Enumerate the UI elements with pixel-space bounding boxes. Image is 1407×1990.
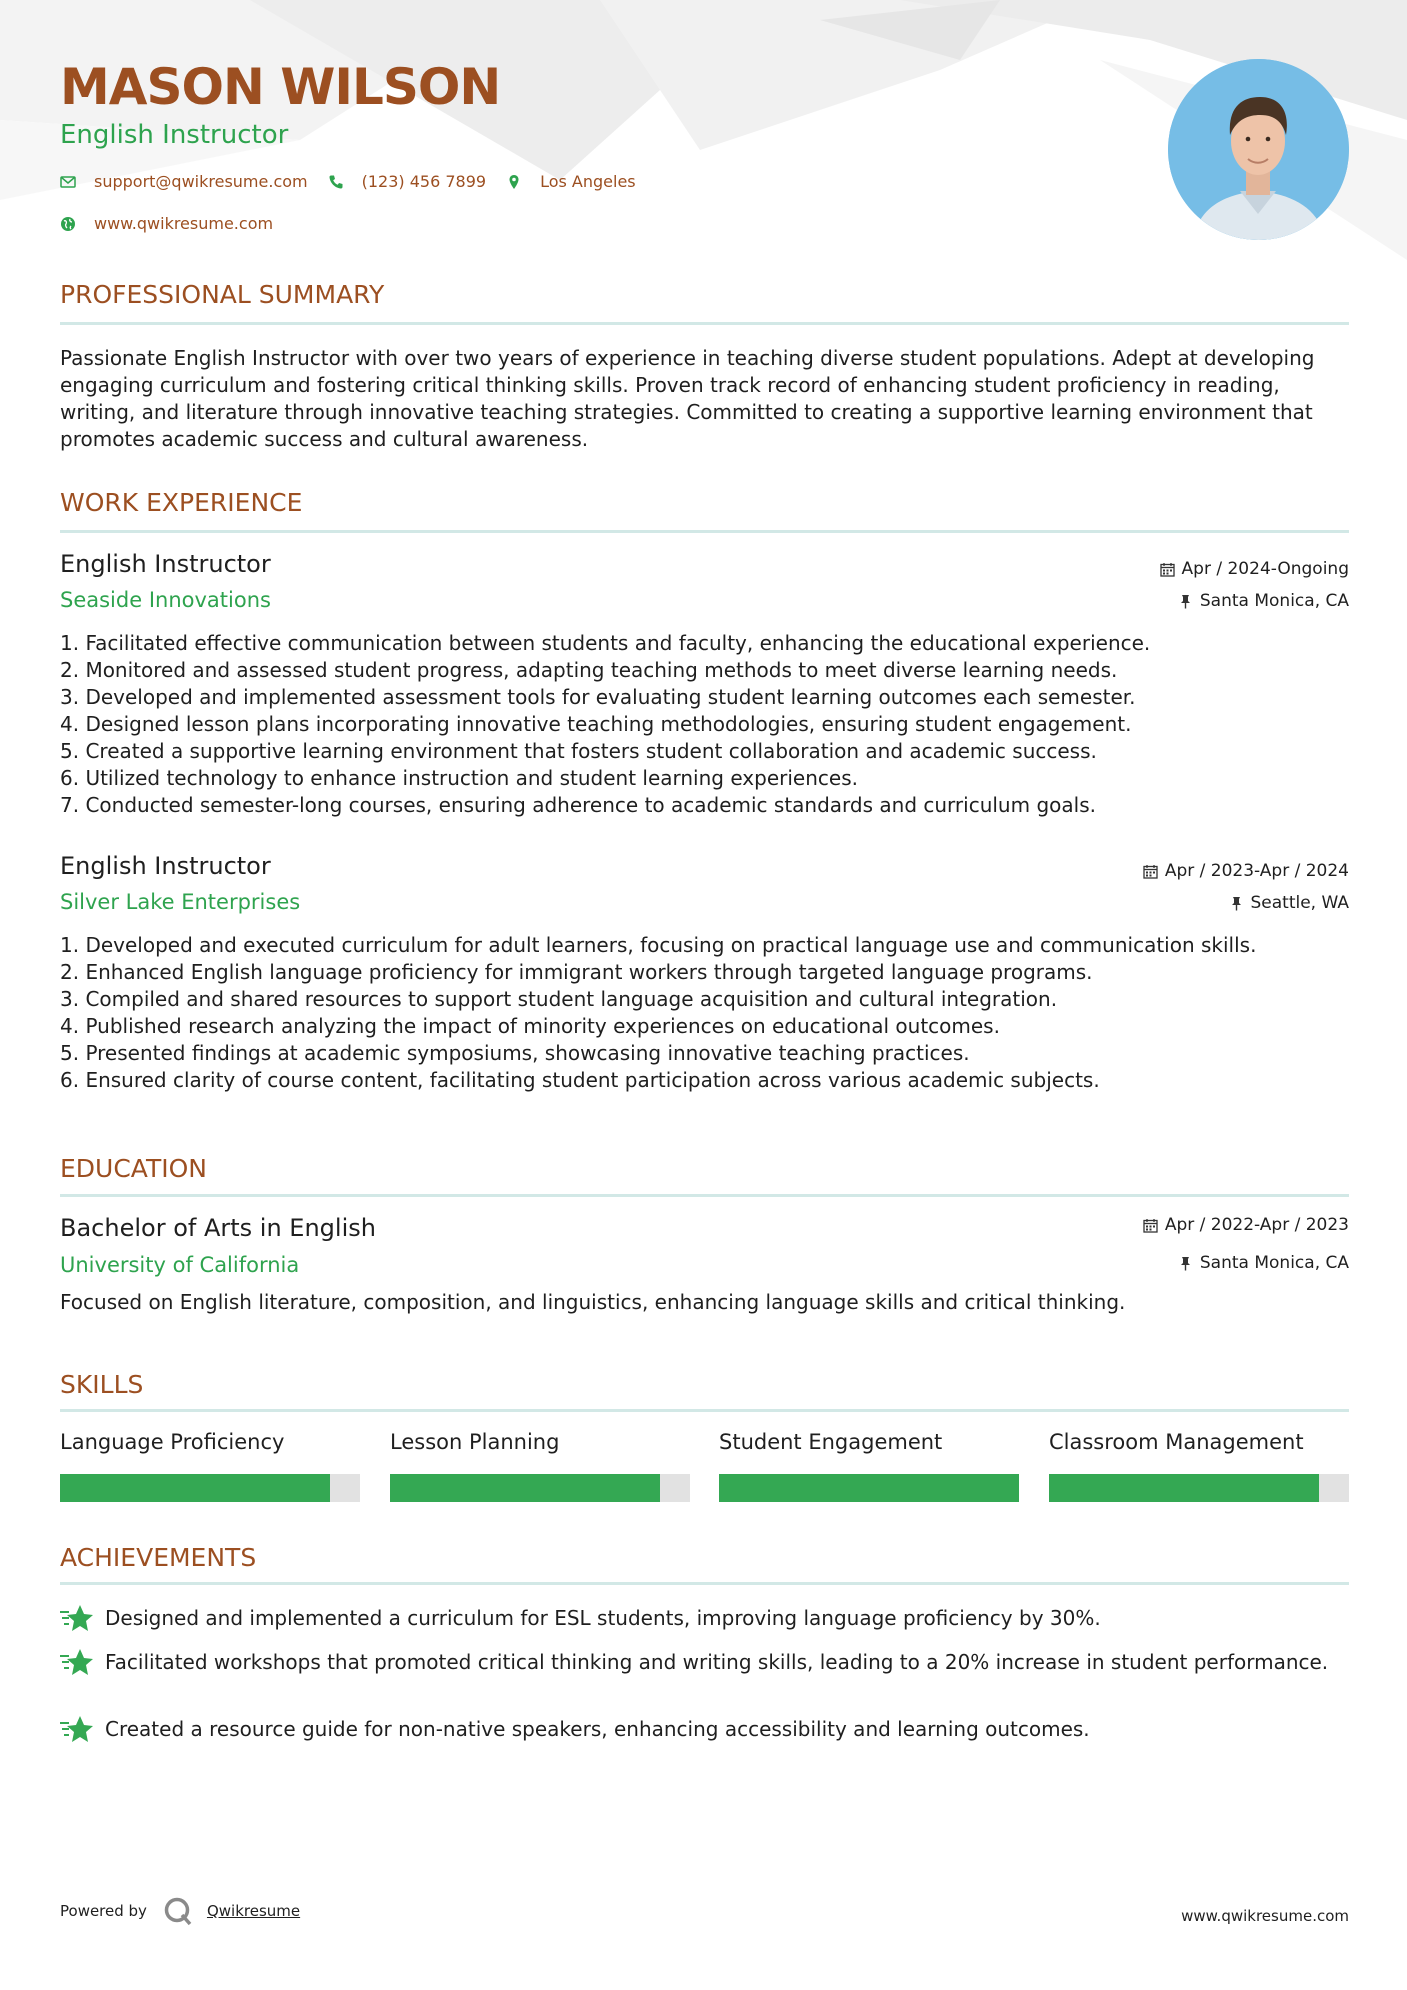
job-location-text: Seattle, WA <box>1250 893 1349 913</box>
calendar-icon <box>1143 1218 1158 1233</box>
contact-website[interactable] <box>60 214 273 233</box>
list-item: 7. Conducted semester-long courses, ensuring adherence to academic standards and curriculum goals. <box>60 793 1096 817</box>
list-item: 6. Ensured clarity of course content, facilitating student participation across various academic subjects. <box>60 1068 1100 1092</box>
pushpin-icon <box>1229 896 1244 911</box>
website-text: www.qwikresume.com <box>94 214 274 233</box>
globe-icon <box>60 216 76 232</box>
achievements-divider <box>60 1582 1349 1585</box>
skills-title: SKILLS <box>60 1370 144 1399</box>
education-dates-text: Apr / 2022-Apr / 2023 <box>1164 1215 1349 1235</box>
skill-item <box>60 1430 360 1460</box>
phone-icon <box>328 174 344 190</box>
skill-item <box>1049 1430 1349 1460</box>
calendar-icon <box>1160 562 1175 577</box>
contact-row-secondary <box>60 214 293 233</box>
skill-item <box>390 1430 690 1460</box>
skill-bar-track <box>390 1474 690 1502</box>
achievement-text: Created a resource guide for non-native speakers, enhancing accessibility and learning outcomes. <box>105 1717 1090 1741</box>
star-achievement-icon <box>60 1603 94 1633</box>
skill-label: Classroom Management <box>1049 1430 1304 1454</box>
job-dates <box>1160 559 1349 579</box>
experience-divider <box>60 530 1349 533</box>
achievements-title: ACHIEVEMENTS <box>60 1543 257 1572</box>
education-location-text: Santa Monica, CA <box>1199 1253 1349 1273</box>
job-title: English Instructor <box>60 550 271 578</box>
skill-bar-track <box>719 1474 1019 1502</box>
achievement-text: Facilitated workshops that promoted critical thinking and writing skills, leading to a 20% increase in student performance. <box>105 1650 1329 1674</box>
star-achievement-icon <box>60 1647 94 1677</box>
pushpin-icon <box>1178 594 1193 609</box>
school-name: University of California <box>60 1253 300 1277</box>
education-divider <box>60 1194 1349 1197</box>
list-item: 1. Facilitated effective communication between students and faculty, enhancing the educational experience. <box>60 631 1151 655</box>
powered-by-label: Powered by <box>60 1902 147 1920</box>
contact-email[interactable] <box>60 172 308 191</box>
list-item: 1. Developed and executed curriculum for adult learners, focusing on practical language use and communication skills. <box>60 933 1257 957</box>
candidate-name: MASON WILSON <box>60 58 501 116</box>
job-dates-text: Apr / 2023-Apr / 2024 <box>1164 861 1349 881</box>
profile-photo <box>1168 59 1349 240</box>
skills-divider <box>60 1409 1349 1412</box>
education-description: Focused on English literature, composition, and linguistics, enhancing language skills and critical thinking. <box>60 1290 1126 1314</box>
contact-row-primary <box>60 172 656 191</box>
job-location-text: Santa Monica, CA <box>1199 591 1349 611</box>
achievement-item <box>60 1716 1349 1744</box>
phone-text: (123) 456 7899 <box>361 172 487 191</box>
envelope-icon <box>60 174 76 190</box>
job-company: Seaside Innovations <box>60 588 271 612</box>
job-location <box>1229 893 1350 913</box>
job-company: Silver Lake Enterprises <box>60 890 301 914</box>
list-item: 2. Monitored and assessed student progress, adapting teaching methods to meet diverse learning needs. <box>60 658 1118 682</box>
qwikresume-link[interactable]: Qwikresume <box>206 1902 301 1920</box>
star-achievement-icon <box>60 1714 94 1744</box>
education-dates <box>1143 1215 1349 1235</box>
list-item: 5. Created a supportive learning environment that fosters student collaboration and academic success. <box>60 739 1097 763</box>
footer-powered-by <box>60 1896 300 1926</box>
achievement-item <box>60 1649 1349 1677</box>
degree-title: Bachelor of Arts in English <box>60 1214 376 1242</box>
skill-bar-track <box>60 1474 360 1502</box>
summary-text: Passionate English Instructor with over two years of experience in teaching diverse student populations. Adept at developing engaging curriculum and fostering critical thinking skills. Proven track record of enhancing student proficiency in reading, writing, and literature through innovative teaching strategies. Committed to creating a supportive learning environment that promotes academic success and cultural awareness. <box>60 346 1315 451</box>
candidate-role: English Instructor <box>60 120 289 150</box>
map-pin-icon <box>506 174 522 190</box>
summary-title: PROFESSIONAL SUMMARY <box>60 280 385 309</box>
footer-website[interactable]: www.qwikresume.com <box>1181 1907 1349 1925</box>
skill-bar-fill <box>719 1474 1019 1502</box>
list-item: 4. Published research analyzing the impact of minority experiences on educational outcomes. <box>60 1014 1000 1038</box>
pushpin-icon <box>1178 1256 1193 1271</box>
education-location <box>1178 1253 1349 1273</box>
achievement-text: Designed and implemented a curriculum for ESL students, improving language proficiency by 30%. <box>105 1606 1101 1630</box>
skill-item <box>719 1430 1019 1460</box>
list-item: 5. Presented findings at academic symposiums, showcasing innovative teaching practices. <box>60 1041 970 1065</box>
education-title: EDUCATION <box>60 1154 207 1183</box>
skill-bar-fill <box>60 1474 330 1502</box>
skill-label: Student Engagement <box>719 1430 943 1454</box>
list-item: 4. Designed lesson plans incorporating innovative teaching methodologies, ensuring student engagement. <box>60 712 1132 736</box>
list-item: 3. Compiled and shared resources to support student language acquisition and cultural integration. <box>60 987 1058 1011</box>
job-bullets <box>60 630 1349 819</box>
experience-title: WORK EXPERIENCE <box>60 488 303 517</box>
list-item: 3. Developed and implemented assessment tools for evaluating student learning outcomes each semester. <box>60 685 1136 709</box>
job-location <box>1178 591 1349 611</box>
list-item: 6. Utilized technology to enhance instruction and student learning experiences. <box>60 766 858 790</box>
summary-divider <box>60 322 1349 325</box>
skill-bar-track <box>1049 1474 1349 1502</box>
resume-page <box>60 0 1349 1990</box>
job-dates <box>1143 861 1349 881</box>
job-title: English Instructor <box>60 852 271 880</box>
contact-location <box>506 172 636 191</box>
skill-bar-fill <box>390 1474 660 1502</box>
achievement-item <box>60 1605 1349 1633</box>
contact-phone[interactable] <box>328 172 486 191</box>
job-dates-text: Apr / 2024-Ongoing <box>1181 559 1349 579</box>
skill-label: Language Proficiency <box>60 1430 285 1454</box>
calendar-icon <box>1143 864 1158 879</box>
email-text: support@qwikresume.com <box>94 172 308 191</box>
job-bullets <box>60 932 1349 1094</box>
list-item: 2. Enhanced English language proficiency for immigrant workers through targeted language programs. <box>60 960 1093 984</box>
skill-bar-fill <box>1049 1474 1319 1502</box>
qwikresume-logo-icon <box>163 1896 193 1926</box>
skill-label: Lesson Planning <box>390 1430 560 1454</box>
location-text: Los Angeles <box>540 172 636 191</box>
